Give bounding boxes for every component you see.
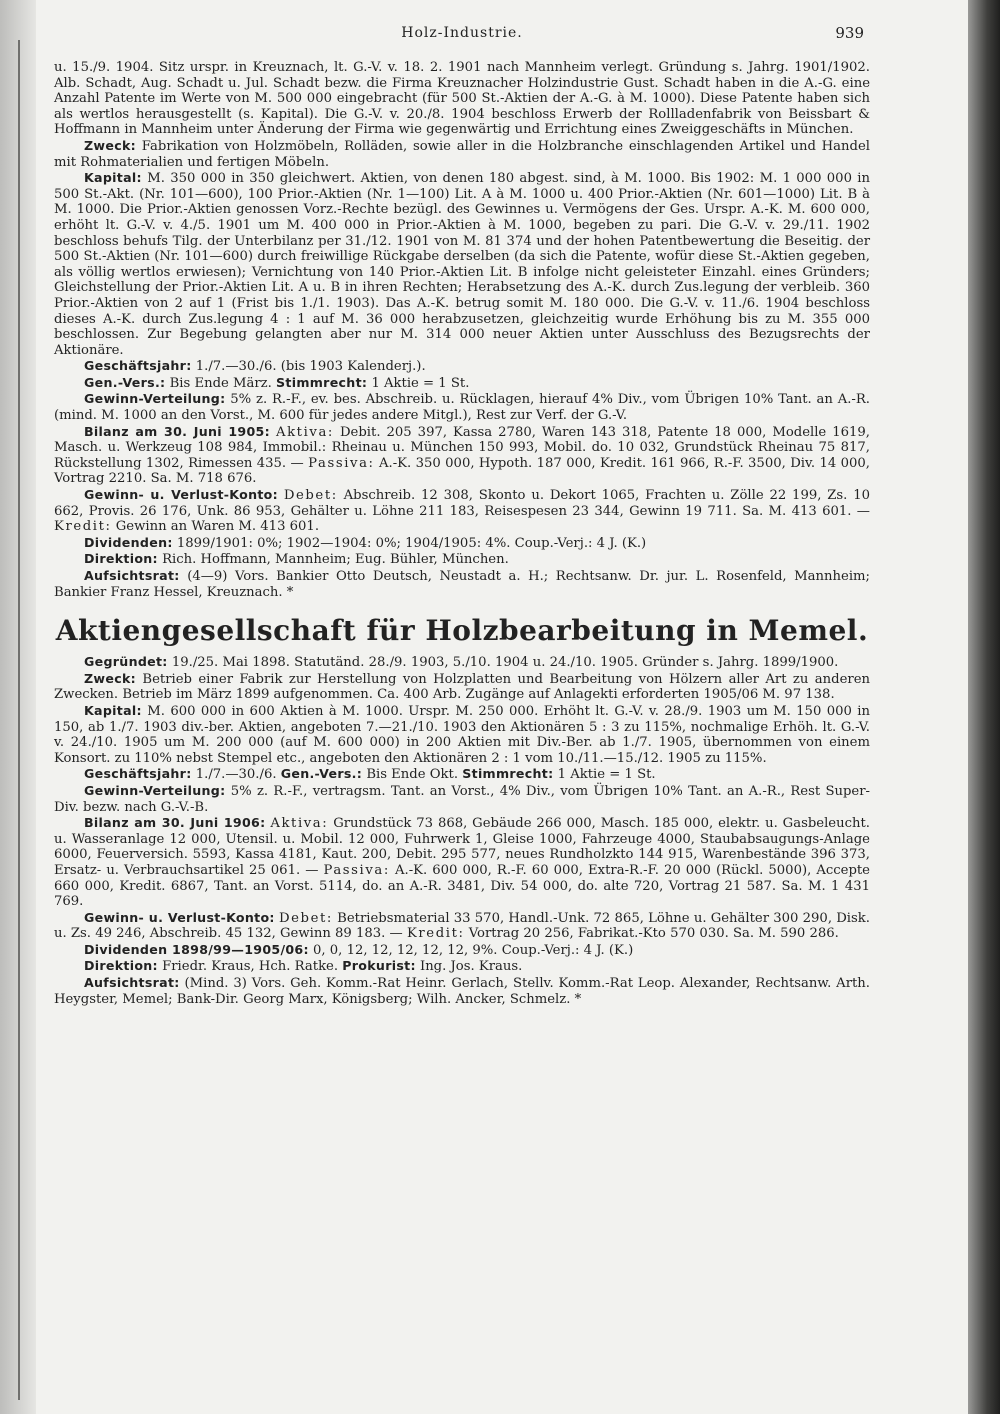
s2-geschaeftsjahr-label: Geschäftsjahr: [84, 766, 192, 782]
s2-stimmrecht-text: 1 Aktie = 1 St. [557, 767, 656, 783]
s2-dividenden-text: 0, 0, 12, 12, 12, 12, 12, 9%. Coup.-Verj.: 4 J. (K.) [313, 942, 634, 958]
s1-intro: u. 15./9. 1904. Sitz urspr. in Kreuznach, lt. G.-V. v. 18. 2. 1901 nach Mannheim verlegt. Gründung s. Jahrg. 1901/1902. Alb. Schadt, Aug. Schadt u. Jul. Schadt bezw. die Firma Kreuznacher Holzindustrie Gust. Schadt haben in die A.-G. eine Anzahl Patente im Werte von M. 500 000 eingebracht (für 500 St.-Aktien der A.-G. à M. 1000). Diese Patente haben sich als wertlos herausgestellt (s. Kapital). Die G.-V. v. 20./8. 1904 beschloss Erwerb der Rollladenfabrik von Beissbart & Hoffmann in Mannheim unter Änderung der Firma wie gegenwärtig und Errichtung eines Zweiggeschäfts in München. [54, 60, 870, 138]
s2-direktion-text: Friedr. Kraus, Hch. Ratke. [162, 959, 339, 975]
s1-genvers [54, 375, 870, 392]
s2-kapital-label: Kapital: [84, 702, 142, 718]
s1-bilanz-passiva-label: Passiva: [308, 455, 375, 471]
s2-dividenden-label: Dividenden 1898/99—1905/06: [84, 941, 309, 957]
s1-kapital-text: M. 350 000 in 350 gleichwert. Aktien, von denen 180 abgest. sind, à M. 1000. Bis 1902: M. 1 000 000 in 500 St.-Akt. (Nr. 101—600), 100 Prior.-Aktien (Nr. 1—100) Lit. A à M. 1000 u. 400 Prior.-Aktien (Nr. 601—1000) Lit. B à M. 1000. Die Prior.-Aktien genossen Vorz.-Rechte bezügl. des Gewinnes u. Vermögens der Ges. Urspr. A.-K. M. 600 000, erhöht lt. G.-V. v. 4./5. 1901 um M. 400 000 in Prior.-Aktien à M. 1000, begeben zu pari. Die G.-V. v. 29./11. 1902 beschloss behufs Tilg. der Unterbilanz per 31./12. 1901 von M. 81 374 und der hohen Patentbewertung die Beseitig. der 500 St.-Aktien (Nr. 101—600) durch freiwillige Rückgabe derselben (da sich die Patente, wofür diese St.-Aktien gegeben, als völlig wertlos erwiesen); Vernichtung von 140 Prior.-Aktien Lit. B infolge nicht geleisteter Einzahl. eines Gründers; Gleichstellung der Prior.-Aktien Lit. A u. B in ihren Rechten; Herabsetzung des A.-K. durch Zus.legung der verbleib. 360 Prior.-Aktien von 2 auf 1 (Frist bis 1./1. 1903). Das A.-K. betrug somit M. 180 000. Die G.-V. v. 11./6. 1904 beschloss dieses A.-K. durch Zus.legung 4 : 1 auf M. 36 000 herabzusetzen, gleichzeitig wurde Erhöhung bis zu M. 355 000 beschlossen. Zur Begebung gelangten aber nur M. 314 000 neuer Aktien unter Ausschluss des Bezugsrechts der Aktionäre. [54, 171, 870, 358]
s1-geschaeftsjahr [54, 358, 870, 375]
s1-geschaeftsjahr-text: 1./7.—30./6. (bis 1903 Kalenderj.). [195, 359, 426, 375]
s2-direktion-label: Direktion: [84, 958, 158, 974]
book-spine [968, 0, 1000, 1414]
s2-guv-debet: Betriebsmaterial 33 570, Handl.-Unk. 72 865, Löhne u. Gehälter 300 290, Disk. u. Zs. 49 246, Abschreib. 45 132, Gewinn 89 183. — [54, 910, 870, 942]
running-header [54, 26, 870, 56]
s1-stimmrecht-label: Stimmrecht: [276, 374, 368, 390]
s2-gewinn-label: Gewinn-Verteilung: [84, 782, 226, 798]
s2-bilanz [54, 815, 870, 910]
s2-gegruendet-label: Gegründet: [84, 654, 168, 670]
s1-kapital [54, 170, 870, 358]
s1-direktion-label: Direktion: [84, 551, 158, 567]
s2-genvers-label: Gen.-Vers.: [280, 766, 363, 782]
s2-kapital [54, 703, 870, 766]
s1-bilanz-passiva: A.-K. 350 000, Hypoth. 187 000, Kredit. 161 966, R.-F. 3500, Div. 14 000, Vortrag 2210. Sa. M. 718 676. [54, 455, 870, 487]
s2-direktion [54, 958, 870, 975]
s2-prokurist-text: Ing. Jos. Kraus. [419, 959, 523, 975]
s1-guv-debet-label: Debet: [283, 488, 338, 504]
s2-genvers-text: Bis Ende Okt. [366, 767, 459, 783]
s2-gegruendet-text: 19./25. Mai 1898. Statutänd. 28./9. 1903, 5./10. 1904 u. 24./10. 1905. Gründer s. Jahrg. 1899/1900. [171, 655, 839, 671]
left-page-gutter [0, 0, 36, 1414]
s1-kapital-label: Kapital: [84, 170, 142, 186]
s2-aufsichtsrat-text: (Mind. 3) Vors. Geh. Komm.-Rat Heinr. Gerlach, Stellv. Komm.-Rat Leop. Alexander, Rechtsanw. Arth. Heygster, Memel; Bank-Dir. Georg Marx, Königsberg; Wilh. Ancker, Schmelz. * [54, 976, 870, 1007]
s2-aufsichtsrat-label: Aufsichtsrat: [84, 975, 180, 991]
s1-zweck-text: Fabrikation von Holzmöbeln, Rolläden, sowie aller in die Holzbranche einschlagenden Artikel und Handel mit Rohmaterialien und fertigen Möbeln. [54, 138, 870, 170]
s1-guv-kredit: Gewinn an Waren M. 413 601. [115, 519, 320, 535]
s2-bilanz-label: Bilanz am 30. Juni 1906: [84, 815, 266, 831]
s1-dividenden-label: Dividenden: [84, 534, 173, 550]
s1-dividenden [54, 535, 870, 552]
s1-bilanz-aktiva: Debit. 205 397, Kassa 2780, Waren 143 318, Patente 18 000, Modelle 1619, Masch. u. Werkzeug 108 984, Immobil.: Rheinau u. München 150 993, Mobil. do. 10 032, Grundstück Rheinau 75 817, Rückstellung 1302, Rimessen 435. — [54, 424, 870, 471]
s2-bilanz-passiva: A.-K. 600 000, R.-F. 60 000, Extra-R.-F. 20 000 (Rückl. 5000), Accepte 660 000, Kredit. 6867, Tant. an Vorst. 5114, do. an A.-R. 3481, Div. 54 000, do. alte 720, Vortrag 21 587. Sa. M. 1 431 769. [54, 862, 870, 910]
s1-guv-label: Gewinn- u. Verlust-Konto: [84, 487, 278, 503]
s2-gewinn [54, 783, 870, 815]
s2-bilanz-aktiva-label: Aktiva: [270, 816, 329, 832]
s1-guv-kredit-label: Kredit: [54, 519, 112, 535]
page-text [54, 26, 870, 1007]
s2-guv-kredit: Vortrag 20 256, Fabrikat.-Kto 570 030. Sa. M. 590 286. [468, 926, 839, 942]
s1-genvers-label: Gen.-Vers.: [84, 374, 166, 390]
s2-guv-kredit-label: Kredit: [406, 926, 465, 942]
s1-dividenden-text: 1899/1901: 0%; 1902—1904: 0%; 1904/1905: 4%. Coup.-Verj.: 4 J. (K.) [176, 535, 647, 551]
s1-gewinn-text: 5% z. R.-F., ev. bes. Abschreib. u. Rücklagen, hierauf 4% Div., vom Übrigen 10% Tant. an A.-R. (mind. M. 1000 an den Vorst., M. 600 für jedes andere Mitgl.), Rest zur Verf. der G.-V. [54, 392, 870, 424]
s2-guv-debet-label: Debet: [278, 910, 333, 926]
s2-kapital-text: M. 600 000 in 600 Aktien à M. 1000. Urspr. M. 250 000. Erhöht lt. G.-V. v. 28./9. 1903 um M. 150 000 in 150, ab 1./7. 1903 div.-ber. Aktien, angeboten 7.—21./10. 1903 den Aktionären 5 : 3 zu 115%, nochmalige Erhöh. lt. G.-V. v. 24./10. 1905 um M. 200 000 (auf M. 600 000) in 200 Aktien mit Div.-Ber. ab 1./7. 1905, übernommen von einem Konsort. zu 110% nebst Stempel etc., angeboten den Aktionären 2 : 1 vom 10./11.—15./12. 1905 zu 115%. [54, 703, 870, 766]
s1-direktion [54, 551, 870, 568]
s1-guv [54, 487, 870, 535]
s2-zweck-label: Zweck: [84, 670, 136, 686]
s2-guv [54, 910, 870, 942]
s2-zweck [54, 671, 870, 703]
s1-aufsichtsrat [54, 568, 870, 600]
s1-zweck [54, 138, 870, 170]
s2-dividenden [54, 942, 870, 959]
s2-bilanz-passiva-label: Passiva: [323, 862, 390, 878]
running-title: Holz-Industrie. [401, 25, 523, 41]
s1-zweck-label: Zweck: [84, 137, 136, 153]
s2-aufsichtsrat [54, 975, 870, 1007]
company-title: Aktiengesellschaft für Holzbearbeitung in Memel. [55, 614, 869, 648]
s1-gewinn [54, 391, 870, 423]
s2-geschaeftsjahr [54, 766, 870, 783]
s1-bilanz [54, 424, 870, 487]
page-number: 939 [835, 24, 864, 42]
s1-bilanz-label: Bilanz am 30. Juni 1905: [84, 423, 270, 439]
s1-genvers-text: Bis Ende März. [169, 375, 272, 391]
s2-guv-label: Gewinn- u. Verlust-Konto: [84, 909, 275, 925]
s1-geschaeftsjahr-label: Geschäftsjahr: [84, 358, 192, 374]
s1-bilanz-aktiva-label: Aktiva: [275, 424, 334, 440]
s2-stimmrecht-label: Stimmrecht: [462, 766, 554, 782]
s2-prokurist-label: Prokurist: [342, 958, 416, 974]
s1-guv-debet: Abschreib. 12 308, Skonto u. Dekort 1065, Frachten u. Zölle 22 199, Zs. 10 662, Provis. 26 176, Unk. 86 953, Gehälter u. Löhne 211 183, Reisespesen 23 344, Gewinn 19 711. Sa. M. 413 601. — [54, 488, 870, 519]
s1-aufsichtsrat-label: Aufsichtsrat: [84, 568, 180, 583]
s1-gewinn-label: Gewinn-Verteilung: [84, 391, 226, 407]
s1-direktion-text: Rich. Hoffmann, Mannheim; Eug. Bühler, München. [162, 552, 509, 568]
s1-stimmrecht-text: 1 Aktie = 1 St. [371, 375, 470, 391]
s2-bilanz-aktiva: Grundstück 73 868, Gebäude 266 000, Masch. 185 000, elektr. u. Gasbeleucht. u. Wasseranlage 12 000, Utensil. u. Mobil. 12 000, Fuhrwerk 1, Gleise 1000, Fahrzeuge 4000, Staubabsaugungs-Anlage 6000, Feuerversich. 5593, Kassa 4181, Kaut. 200, Debit. 295 577, neues Rundholzkto 144 915, Warenbestände 396 373, Ersatz- u. Verbrauchsartikel 25 061. — [54, 816, 870, 878]
s2-gewinn-text: 5% z. R.-F., vertragsm. Tant. an Vorst., 4% Div., vom Übrigen 10% Tant. an A.-R., Rest Super-Div. bezw. nach G.-V.-B. [54, 783, 870, 815]
s2-zweck-text: Betrieb einer Fabrik zur Herstellung von Holzplatten und Bearbeitung von Hölzern aller Art zu anderen Zwecken. Betrieb im März 1899 aufgenommen. Ca. 400 Arb. Zugänge auf Anlagekti erforderten 1905/06 M. 97 138. [54, 671, 870, 703]
s1-aufsichtsrat-text: (4—9) Vors. Bankier Otto Deutsch, Neustadt a. H.; Rechtsanw. Dr. jur. L. Rosenfeld, Mannheim; Bankier Franz Hessel, Kreuznach. * [54, 569, 870, 600]
s2-gegruendet [54, 654, 870, 671]
s2-geschaeftsjahr-text: 1./7.—30./6. [195, 767, 277, 783]
